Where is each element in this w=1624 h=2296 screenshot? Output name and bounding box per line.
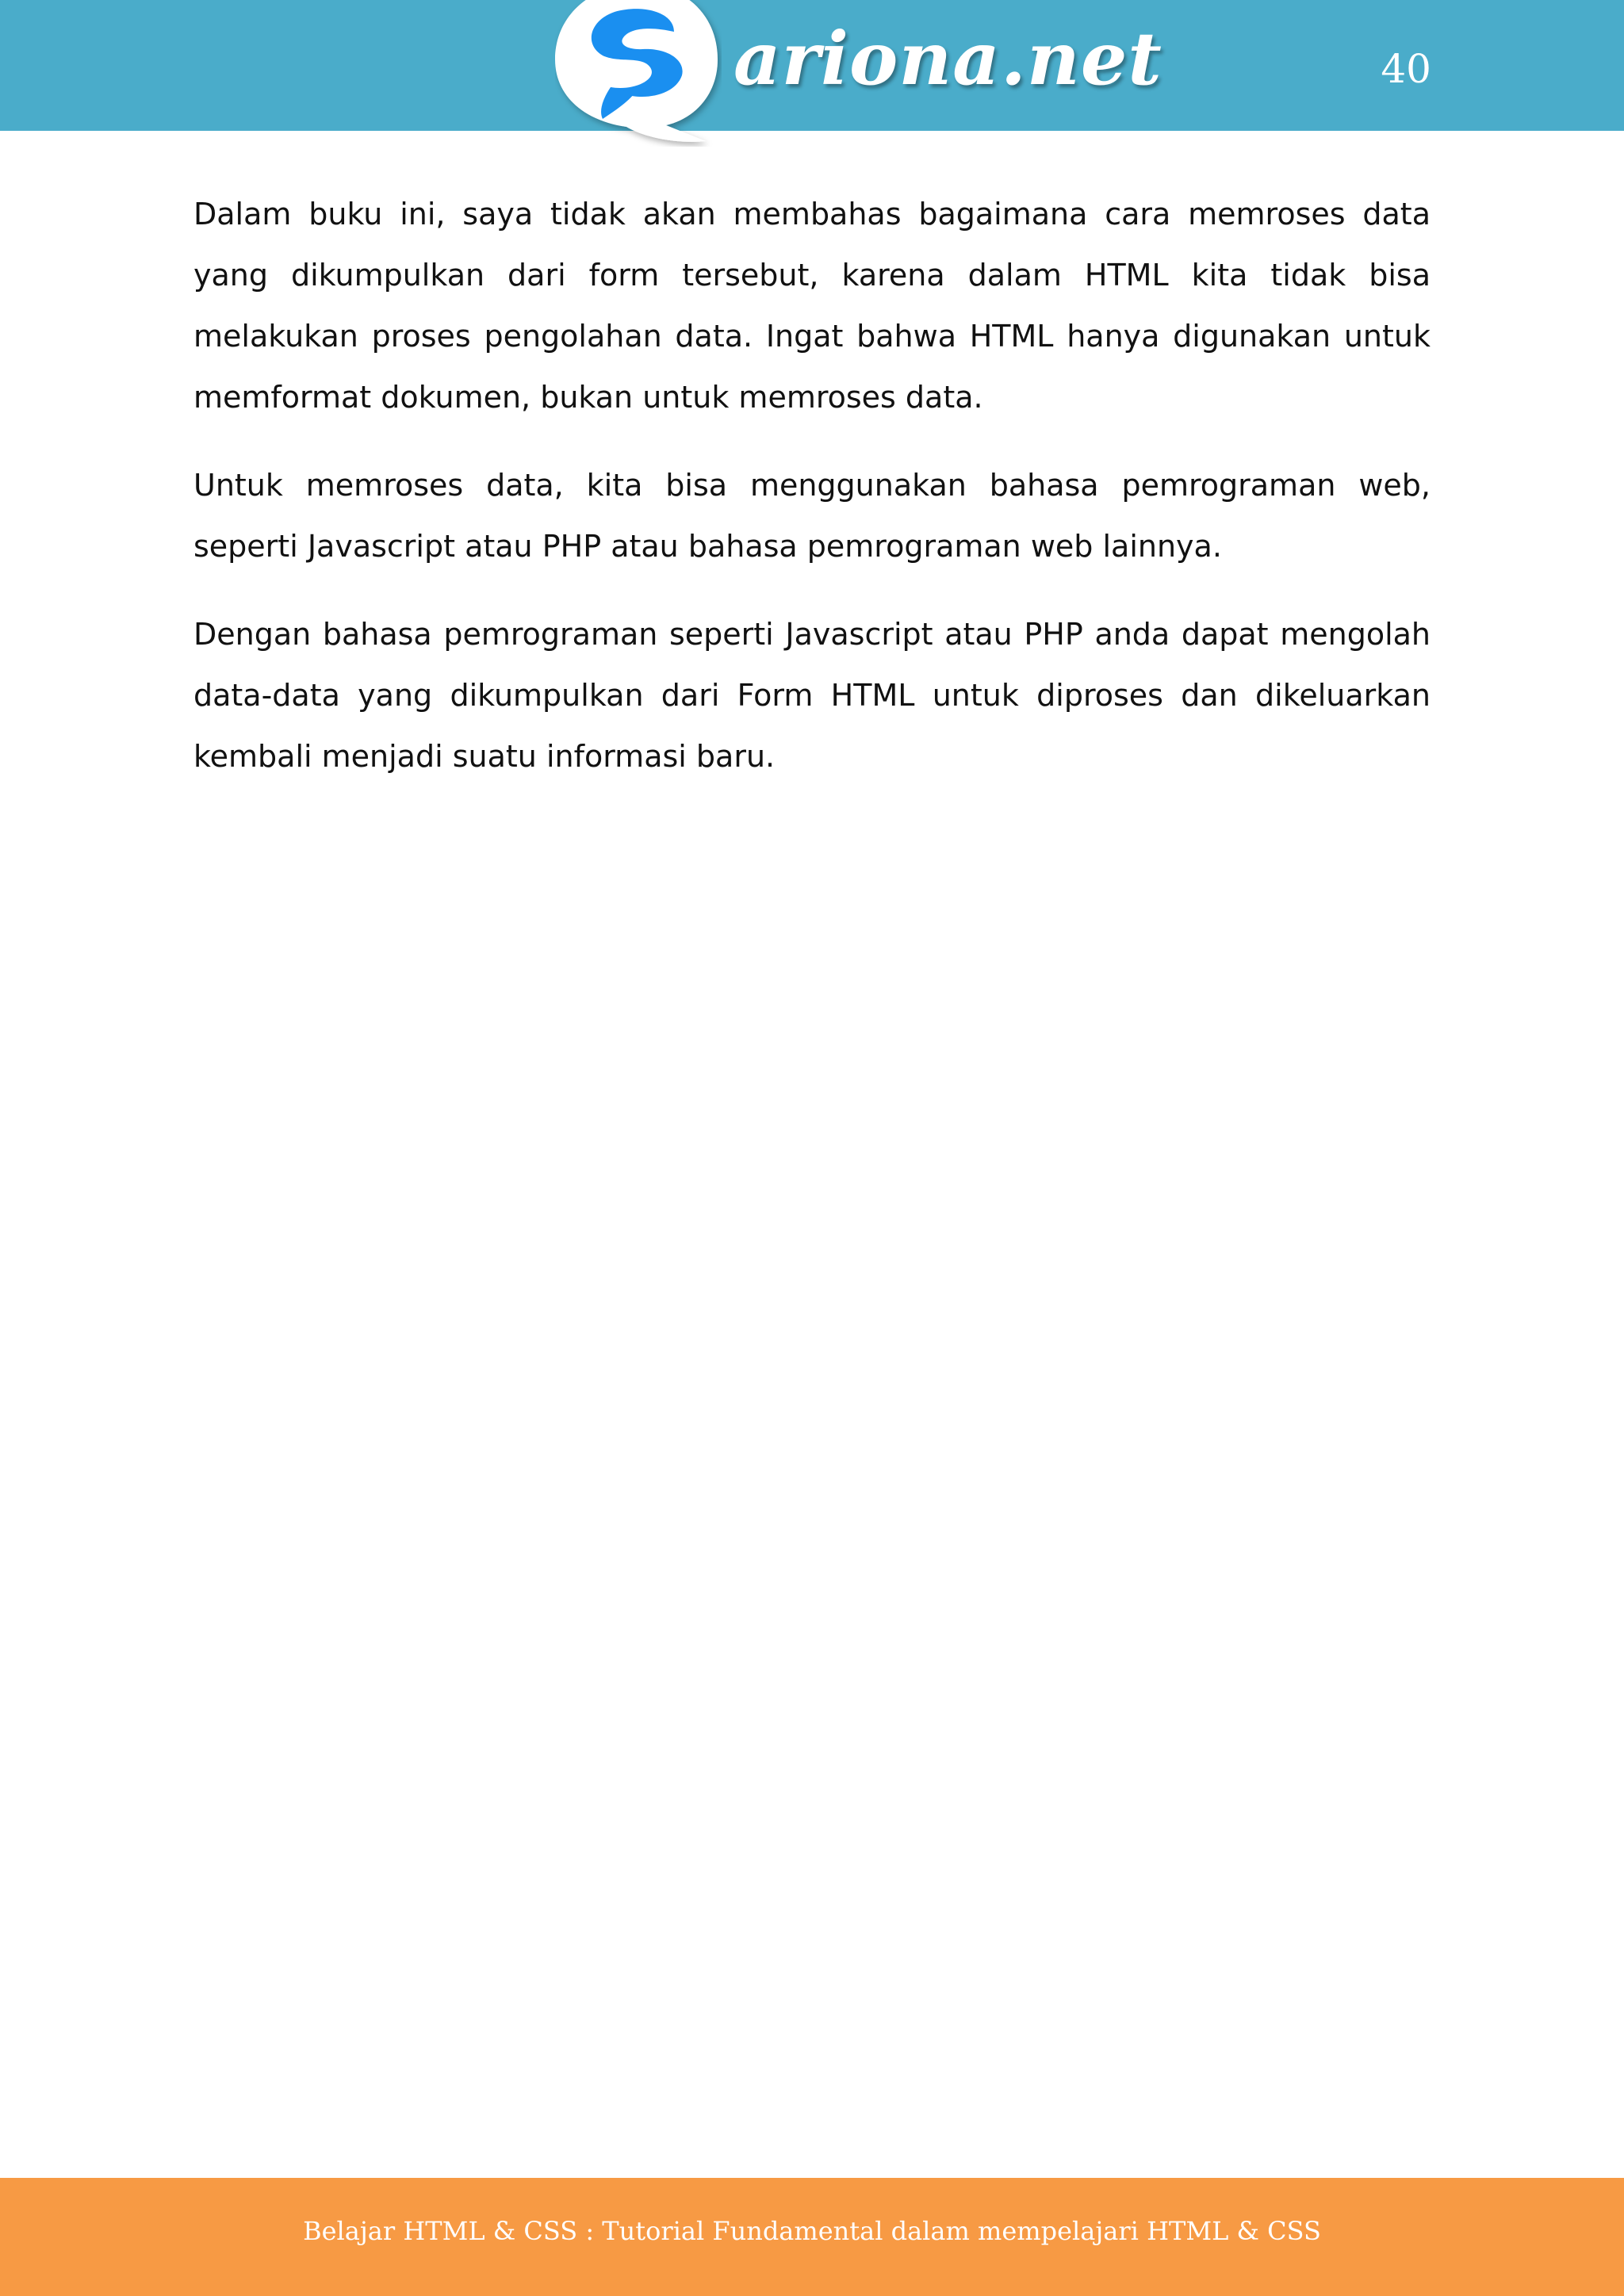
page-number: 40 [1381, 46, 1431, 92]
page-footer [0, 2178, 1624, 2296]
site-logo [555, 0, 1162, 147]
logo-wordmark: ariona.net [733, 16, 1162, 101]
document-body [193, 184, 1431, 814]
speech-bubble-logo-icon [555, 0, 722, 147]
paragraph: Dengan bahasa pemrograman seperti Javascript atau PHP anda dapat mengolah data-data yang dikumpulkan dari Form HTML untuk diproses dan dikeluarkan kembali menjadi suatu informasi baru. [193, 617, 1431, 774]
page-header [0, 0, 1624, 131]
footer-book-title: Belajar HTML & CSS : Tutorial Fundamental dalam mempelajari HTML & CSS [303, 2216, 1321, 2246]
paragraph: Untuk memroses data, kita bisa menggunakan bahasa pemrograman web, seperti Javascript atau PHP atau bahasa pemrograman web lainnya. [193, 468, 1431, 564]
paragraph: Dalam buku ini, saya tidak akan membahas bagaimana cara memroses data yang dikumpulkan dari form tersebut, karena dalam HTML kita tidak bisa melakukan proses pengolahan data. Ingat bahwa HTML hanya digunakan untuk memformat dokumen, bukan untuk memroses data. [193, 197, 1431, 415]
